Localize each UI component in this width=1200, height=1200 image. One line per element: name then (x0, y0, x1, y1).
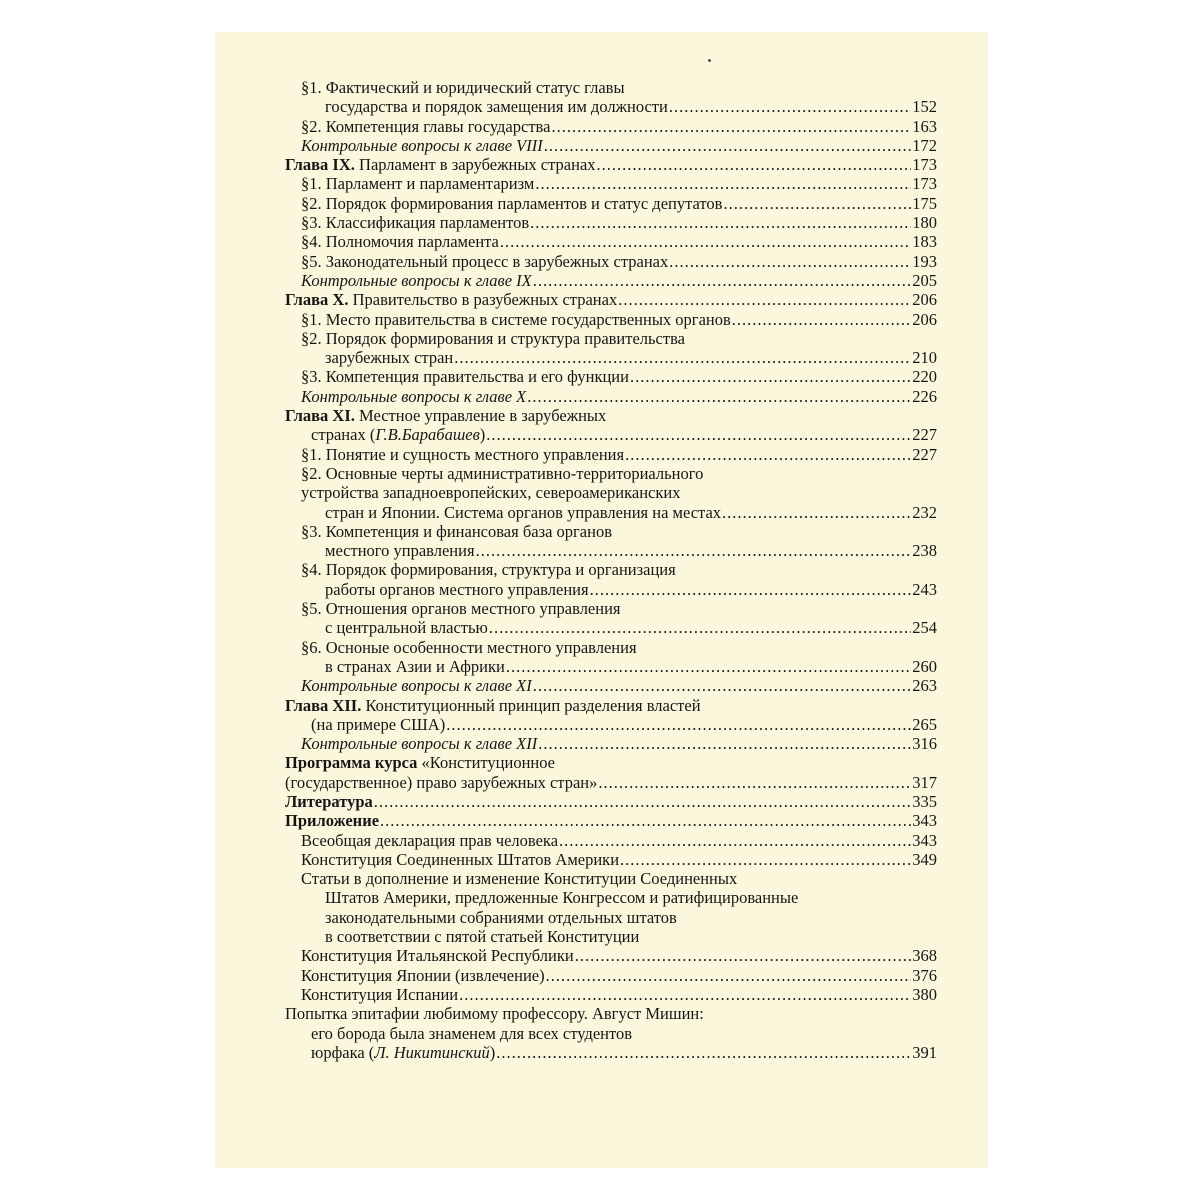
page-number: 380 (912, 984, 937, 1004)
toc-entry-line (285, 464, 937, 483)
dot-leader (546, 966, 912, 985)
toc-entry (285, 290, 937, 309)
entry-title (301, 174, 534, 193)
dot-leader (618, 290, 911, 309)
entry-text: работы органов местного управления (325, 579, 589, 599)
dot-leader (486, 425, 911, 444)
dot-leader (459, 985, 911, 1004)
entry-text: Конституционный принцип разделения властей (361, 695, 701, 715)
section-label: Программа курса (285, 753, 418, 773)
entry-text: местного управления (325, 541, 475, 561)
toc-entry-line (285, 78, 937, 97)
page-number: 220 (912, 367, 937, 387)
toc-entry-line (285, 888, 937, 907)
dot-leader (598, 773, 911, 792)
toc-entry-line (285, 1004, 937, 1023)
page-number: 152 (912, 97, 937, 117)
entry-text: §3. Компетенция правительства и его функции (301, 367, 629, 387)
entry-text: §2. Компетенция главы государства (301, 116, 551, 136)
page-number: 206 (912, 309, 937, 329)
table-of-contents (285, 78, 937, 1062)
entry-title (325, 97, 668, 116)
entry-title (301, 271, 532, 290)
entry-title (301, 946, 574, 965)
toc-entry-line (285, 638, 937, 657)
page-number: 376 (912, 965, 937, 985)
entry-title (285, 406, 606, 425)
entry-text: §2. Порядок формирования и структура правительства (301, 328, 685, 348)
chapter-label: Глава IX. (285, 155, 355, 175)
dot-leader (533, 271, 912, 290)
entry-title (301, 213, 529, 232)
toc-entry (285, 792, 937, 811)
dot-leader (544, 136, 912, 155)
page-number: 391 (912, 1042, 937, 1062)
entry-text: Конституция Испании (301, 984, 459, 1004)
page-number: 163 (912, 116, 937, 136)
page-number: 173 (912, 155, 937, 175)
page-speck (708, 59, 711, 62)
entry-text: Контрольные вопросы к главе XI (301, 676, 532, 696)
chapter-label: Приложение (285, 811, 380, 831)
entry-text: ) (489, 1042, 496, 1062)
entry-title (301, 252, 668, 271)
toc-entry (285, 850, 937, 869)
page-number: 254 (912, 618, 937, 638)
entry-title (285, 290, 617, 309)
toc-entry (285, 811, 937, 830)
toc-entry-row (285, 657, 937, 676)
dot-leader (496, 1043, 911, 1062)
entry-text: §4. Полномочия парламента (301, 232, 499, 252)
entry-text: §2. Порядок формирования парламентов и статус депутатов (301, 193, 723, 213)
entry-text: устройства западноевропейских, североамериканских (301, 483, 681, 503)
entry-text: §1. Парламент и парламентаризм (301, 174, 535, 194)
toc-entry-row (285, 773, 937, 792)
page-number: 193 (912, 251, 937, 271)
review-questions-entry (285, 271, 937, 290)
entry-title (285, 155, 596, 174)
toc-entry-row (285, 541, 937, 560)
page-number: 183 (912, 232, 937, 252)
entry-text: Правительство в разубежных странах (348, 290, 618, 310)
book-page (215, 32, 988, 1168)
entry-title (325, 657, 505, 676)
entry-title (311, 1043, 495, 1062)
chapter-label: Глава XII. (285, 695, 362, 715)
page-number: 232 (912, 502, 937, 522)
entry-title (301, 310, 731, 329)
entry-title (301, 985, 458, 1004)
page-number: 368 (912, 946, 937, 966)
entry-text: Конституция Итальянской Республики (301, 946, 574, 966)
toc-entry-line (285, 1024, 937, 1043)
entry-text: государства и порядок замещения им должности (325, 97, 668, 117)
entry-title (301, 367, 629, 386)
entry-text: Штатов Америки, предложенные Конгрессом и ратифицированные (325, 888, 799, 908)
entry-text: Всеобщая декларация прав человека (301, 830, 559, 850)
entry-text: §3. Классификация парламентов (301, 213, 530, 233)
entry-text: (государственное) право зарубежных стран» (285, 772, 598, 792)
entry-title (325, 618, 488, 637)
dot-leader (446, 715, 911, 734)
entry-text: Парламент в зарубежных странах (354, 155, 596, 175)
entry-title (285, 696, 701, 715)
toc-entry-line (285, 483, 937, 502)
page-number: 317 (912, 772, 937, 792)
page-number: 226 (912, 386, 937, 406)
entry-text: Контрольные вопросы к главе VIII (301, 135, 543, 155)
page-number: 175 (912, 193, 937, 213)
toc-entry-line (285, 753, 937, 772)
entry-text: §5. Отношения органов местного управления (301, 599, 621, 619)
page-number: 227 (912, 444, 937, 464)
toc-entry (285, 310, 937, 329)
entry-title (325, 580, 589, 599)
entry-text: §4. Порядок формирования, структура и организация (301, 560, 676, 580)
entry-title (311, 1024, 632, 1043)
entry-text: §2. Основные черты административно-территориального (301, 463, 704, 483)
toc-entry (285, 445, 937, 464)
page-number: 227 (912, 425, 937, 445)
entry-text: Контрольные вопросы к главе XII (301, 734, 538, 754)
page-number: 206 (912, 290, 937, 310)
entry-title (301, 445, 624, 464)
dot-leader (527, 387, 911, 406)
page-number: 265 (912, 714, 937, 734)
entry-text: §6. Осноные особенности местного управления (301, 637, 637, 657)
toc-entry (285, 367, 937, 386)
entry-title (285, 753, 555, 772)
review-questions-entry (285, 676, 937, 695)
page-number: 343 (912, 811, 937, 831)
dot-leader (669, 252, 911, 271)
dot-leader (669, 97, 911, 116)
page-number: 172 (912, 135, 937, 155)
entry-text: зарубежных стран (325, 348, 454, 368)
toc-entry-row (285, 97, 937, 116)
toc-entry-line (285, 599, 937, 618)
entry-title (301, 232, 499, 251)
toc-entry (285, 985, 937, 1004)
entry-text: Контрольные вопросы к главе X (301, 386, 527, 406)
entry-title (285, 773, 597, 792)
entry-title (301, 734, 537, 753)
entry-title (301, 966, 545, 985)
dot-leader (374, 792, 911, 811)
dot-leader (380, 811, 911, 830)
dot-leader (620, 850, 911, 869)
entry-text: в странах Азии и Африки (325, 656, 505, 676)
entry-text: Местное управление в зарубежных (354, 406, 607, 426)
dot-leader (535, 174, 911, 193)
entry-text: §1. Место правительства в системе государственных органов (301, 309, 731, 329)
entry-title (325, 541, 475, 560)
toc-entry-line (285, 329, 937, 348)
dot-leader (454, 348, 911, 367)
toc-entry-line (285, 696, 937, 715)
entry-text: законодательными собраниями отдельных штатов (325, 907, 677, 927)
dot-leader (575, 946, 912, 965)
entry-text: §5. Законодательный процесс в зарубежных странах (301, 251, 669, 271)
dot-leader (625, 445, 911, 464)
entry-text: с центральной властью (325, 618, 488, 638)
entry-text: стран и Японии. Система органов управления на местах (325, 502, 722, 522)
entry-title (311, 715, 445, 734)
entry-text: Контрольные вопросы к главе IX (301, 270, 532, 290)
page-number: 316 (912, 734, 937, 754)
dot-leader (506, 657, 911, 676)
entry-title (301, 194, 722, 213)
entry-text: юрфака ( (311, 1042, 375, 1062)
dot-leader (630, 367, 911, 386)
toc-entry-line (285, 522, 937, 541)
dot-leader (538, 734, 911, 753)
dot-leader (530, 213, 911, 232)
toc-entry-line (285, 560, 937, 579)
page-number: 263 (912, 676, 937, 696)
chapter-label: Глава X. (285, 290, 349, 310)
page-number: 260 (912, 656, 937, 676)
toc-entry-row (285, 580, 937, 599)
entry-title (301, 136, 543, 155)
chapter-label: Литература (285, 791, 373, 811)
entry-title (285, 811, 379, 830)
author-name: Г.В.Барабашев (375, 425, 480, 445)
toc-entry (285, 117, 937, 136)
toc-entry-row (285, 618, 937, 637)
entry-text: в соответствии с пятой статьей Конституции (325, 927, 640, 947)
entry-title (301, 850, 619, 869)
review-questions-entry (285, 734, 937, 753)
toc-entry (285, 831, 937, 850)
dot-leader (590, 580, 912, 599)
toc-entry (285, 155, 937, 174)
entry-text: его борода была знаменем для всех студентов (311, 1023, 633, 1043)
entry-text: Конституция Соединенных Штатов Америки (301, 849, 620, 869)
entry-text: ) (479, 425, 486, 445)
author-name: Л. Никитинский (374, 1042, 490, 1062)
toc-entry (285, 213, 937, 232)
toc-entry-line (285, 927, 937, 946)
entry-text: (на примере США) (311, 714, 446, 734)
page-number: 205 (912, 270, 937, 290)
toc-entry-line (285, 406, 937, 425)
dot-leader (559, 831, 911, 850)
page-number: 173 (912, 174, 937, 194)
toc-entry-row (285, 503, 937, 522)
toc-entry-row (285, 715, 937, 734)
entry-title (301, 831, 558, 850)
review-questions-entry (285, 387, 937, 406)
entry-title (285, 1004, 704, 1023)
toc-entry-line (285, 869, 937, 888)
toc-entry (285, 966, 937, 985)
toc-entry (285, 232, 937, 251)
toc-entry (285, 174, 937, 193)
toc-entry-line (285, 908, 937, 927)
page-number: 238 (912, 541, 937, 561)
page-number: 343 (912, 830, 937, 850)
dot-leader (533, 676, 912, 695)
toc-entry (285, 252, 937, 271)
toc-entry-row (285, 1043, 937, 1062)
dot-leader (723, 194, 911, 213)
entry-title (311, 425, 485, 444)
dot-leader (722, 503, 911, 522)
entry-text: Статьи в дополнение и изменение Конституции Соединенных (301, 869, 738, 889)
page-number: 349 (912, 849, 937, 869)
entry-title (301, 676, 532, 695)
page-number: 243 (912, 579, 937, 599)
dot-leader (489, 618, 911, 637)
toc-entry (285, 194, 937, 213)
dot-leader (476, 541, 912, 560)
dot-leader (500, 232, 911, 251)
dot-leader (732, 310, 911, 329)
entry-text: странах ( (311, 425, 376, 445)
page-number: 335 (912, 791, 937, 811)
entry-text: Попытка эпитафии любимому профессору. Август Мишин: (285, 1004, 704, 1024)
dot-leader (597, 155, 912, 174)
chapter-label: Глава XI. (285, 406, 355, 426)
review-questions-entry (285, 136, 937, 155)
dot-leader (551, 117, 911, 136)
entry-title (301, 387, 526, 406)
toc-entry-row (285, 425, 937, 444)
entry-text: «Конституционное (417, 753, 555, 773)
entry-text: §1. Фактический и юридический статус главы (301, 78, 625, 97)
entry-text: Конституция Японии (извлечение) (301, 965, 545, 985)
entry-text: §1. Понятие и сущность местного управления (301, 444, 625, 464)
entry-text: §3. Компетенция и финансовая база органов (301, 521, 612, 541)
entry-title (301, 117, 550, 136)
page-number: 180 (912, 213, 937, 233)
toc-entry-row (285, 348, 937, 367)
page-number: 210 (912, 348, 937, 368)
entry-title (325, 503, 721, 522)
entry-title (325, 348, 453, 367)
toc-entry (285, 946, 937, 965)
entry-title (285, 792, 373, 811)
